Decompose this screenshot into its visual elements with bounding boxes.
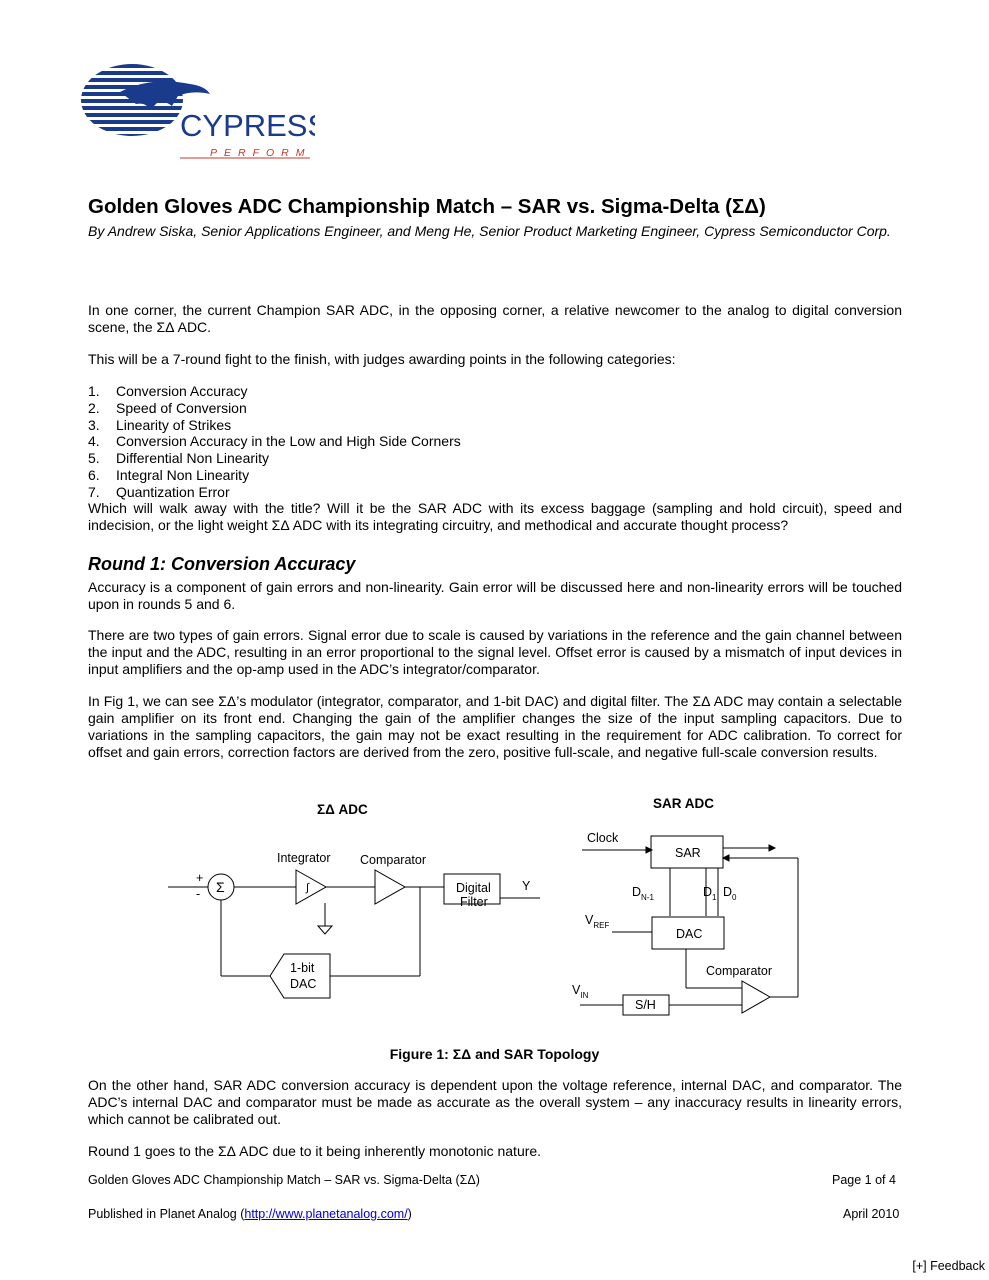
sigma-symbol: Σ [216,879,225,895]
comparator-label: Comparator [360,853,426,867]
vin-label: $V_{IN}$ [572,983,589,1000]
byline: By Andrew Siska, Senior Applications Engineer, and Meng He, Senior Product Marketing Engineer, Cypress Semiconductor Corp. [88,223,891,239]
sd-adc-title: ΣΔ ADC [317,802,368,817]
section-heading: Round 1: Conversion Accuracy [88,554,356,574]
one-bit-dac-label: 1-bit [290,961,315,975]
body-paragraph: Accuracy is a component of gain errors and non-linearity. Gain error will be discussed here and non-linearity errors will be touched upon in rounds 5 and 6. [88,579,902,612]
output-y-label: Y [522,879,531,893]
minus-sign: - [196,887,201,901]
cypress-logo [80,62,315,162]
plus-sign: + [196,871,204,885]
sar-adc-title: SAR ADC [653,796,715,811]
list-item: 4. Conversion Accuracy in the Low and High Side Corners [88,433,461,450]
published-note: Published in Planet Analog (http://www.planetanalog.com/) [88,1207,412,1221]
feedback-link[interactable]: [+] Feedback [912,1259,985,1273]
sar-block-label: SAR [675,846,701,860]
body-paragraph: There are two types of gain errors. Signal error due to scale is caused by variations in the reference and the gain channel between the input and the ADC, resulting in an error proportional to the signal level. Offset error is caused by a mismatch of input devices in input amplifiers and the op-amp used in the ADC’s integrator/comparator. [88,627,902,677]
question-paragraph: Which will walk away with the title? Will it be the SAR ADC with its excess baggage (sampling and hold circuit), speed and indecision, or the light weight ΣΔ ADC with its integrating circuitry, and methodical and accurate thought process? [88,500,902,533]
clock-label: Clock [587,831,619,845]
integrator-label: Integrator [277,851,331,865]
logo-tagline: PERFORM [210,147,312,159]
page-number: Page 1 of 4 [832,1173,896,1187]
list-item: 2. Speed of Conversion [88,399,247,416]
figure-caption: Figure 1: ΣΔ and SAR Topology [389,1046,600,1062]
sar-comparator-label: Comparator [706,964,772,978]
d1-label: $D_1$ [703,885,717,902]
list-item: 6. Integral Non Linearity [88,466,250,483]
body-paragraph: On the other hand, SAR ADC conversion accuracy is dependent upon the voltage reference, internal DAC, and comparator. The ADC’s internal DAC and comparator must be made as accurate as the overall system – any inaccuracy results in linearity errors, which cannot be calibrated out. [88,1077,902,1127]
page-title: Golden Gloves ADC Championship Match – SAR vs. Sigma-Delta (ΣΔ) [88,195,766,218]
list-item: 7. Quantization Error [88,483,230,500]
body-paragraph: In Fig 1, we can see ΣΔ’s modulator (integrator, comparator, and 1-bit DAC) and digital filter. The ΣΔ ADC may contain a selectable gain amplifier on its front end. Changing the gain of the amplifier changes the size of the input sampling capacitors. Due to variations in the sampling capacitors, the gain may not be exact resulting in the requirement for ADC calibration. To correct for offset and gain errors, correction factors are derived from the zero, positive full-scale, and negative full-scale conversion results. [88,693,903,760]
list-item: 1. Conversion Accuracy [88,383,248,399]
intro-paragraph: This will be a 7-round fight to the finish, with judges awarding points in the following categories: [88,351,676,367]
one-bit-dac-label: DAC [290,977,317,991]
sh-block-label: S/H [635,998,656,1012]
svg-text:∫: ∫ [306,882,310,894]
intro-paragraph: In one corner, the current Champion SAR ADC, in the opposing corner, a relative newcomer to the analog to digital conversion scene, the ΣΔ ADC. [88,302,902,335]
digital-filter-label: Filter [460,895,488,909]
vref-label: $V_{REF}$ [585,913,610,930]
d0-label: $D_0$ [723,885,737,902]
digital-filter-label: Digital [456,881,491,895]
list-item: 3. Linearity of Strikes [88,416,232,433]
footer-title: Golden Gloves ADC Championship Match – SAR vs. Sigma-Delta (ΣΔ) [88,1173,480,1187]
dac-block-label: DAC [676,927,703,941]
dn1-label: $D_{N-1}$ [632,885,654,902]
planet-analog-link[interactable]: http://www.planetanalog.com/ [244,1207,408,1221]
body-paragraph: Round 1 goes to the ΣΔ ADC due to it being inherently monotonic nature. [88,1143,542,1159]
logo-brand: CYPRESS [180,108,315,143]
publish-date: April 2010 [843,1207,900,1221]
topology-figure [160,790,800,1030]
list-item: 5. Differential Non Linearity [88,450,270,467]
categories-list [88,383,902,501]
